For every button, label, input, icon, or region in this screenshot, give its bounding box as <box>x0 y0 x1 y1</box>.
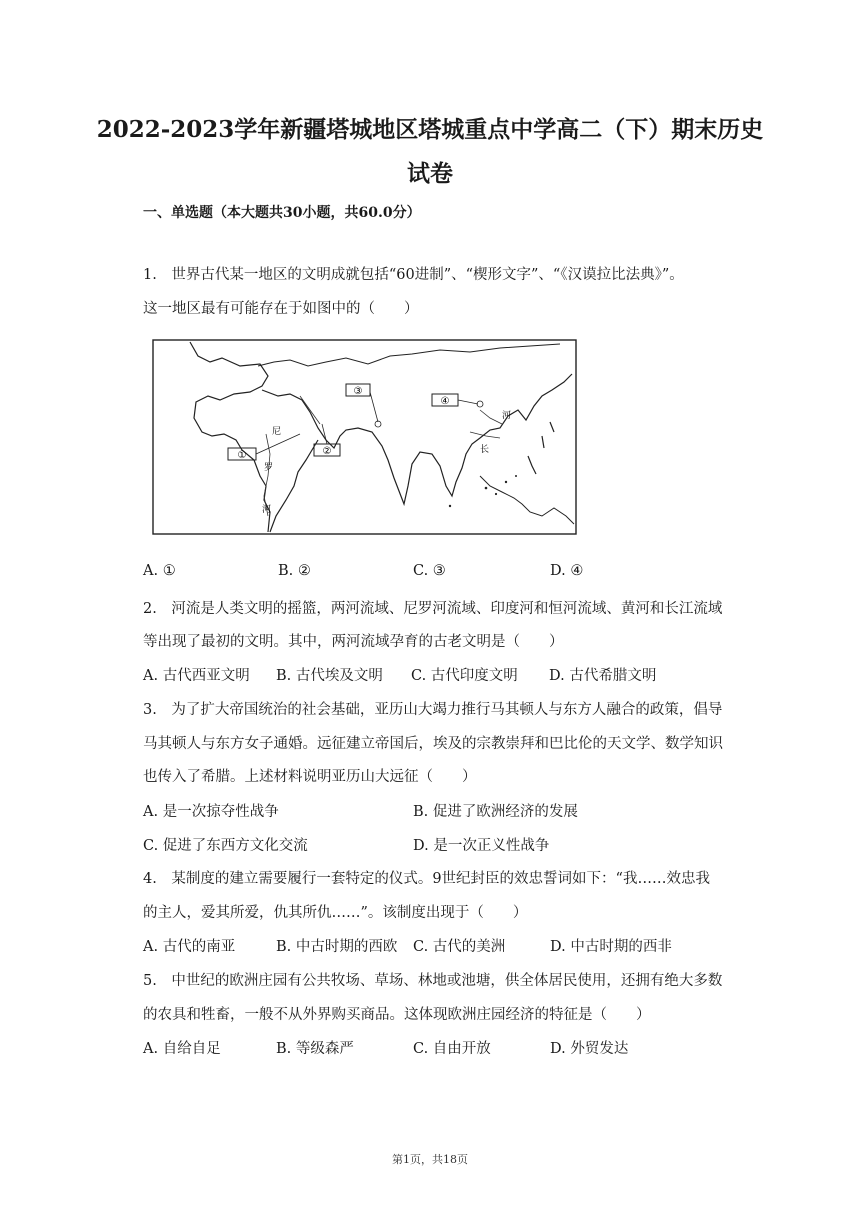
map-frame <box>153 340 576 534</box>
document-title-line1: 2022-2023学年新疆塔城地区塔城重点中学高二（下）期末历史 <box>96 116 764 143</box>
question-3-line-1: 3. 为了扩大帝国统治的社会基础，亚历山大竭力推行马其顿人与东方人融合的政策，倡导 <box>143 702 723 718</box>
map-label-4: ④ <box>440 396 450 407</box>
question-4-line-1: 4. 某制度的建立需要履行一套特定的仪式。9世纪封臣的效忠誓词如下：“我……效忠我 <box>143 871 710 887</box>
map-label-1: ① <box>237 450 247 461</box>
river-label-ni: 尼 <box>272 427 282 437</box>
question-5-option-a[interactable]: A. 自给自足 <box>143 1041 221 1057</box>
question-4-line-2: 的主人，爱其所爱，仇其所仇……”。该制度出现于（ ） <box>143 905 528 921</box>
africa-east-coast <box>270 440 318 532</box>
question-1-option-d[interactable]: D. ④ <box>550 563 584 579</box>
question-1-line-1: 1. 世界古代某一地区的文明成就包括“60进制”、“楔形文字”、“《汉谟拉比法典》”。 <box>143 267 684 283</box>
question-2-option-d[interactable]: D. 古代希腊文明 <box>549 668 657 684</box>
africa-west-coast <box>190 342 270 532</box>
question-4-option-b[interactable]: B. 中古时期的西欧 <box>276 939 398 955</box>
question-1-line-2: 这一地区最有可能存在于如图中的（ ） <box>143 301 419 317</box>
islands-southeast <box>480 476 574 524</box>
question-1-option-b[interactable]: B. ② <box>278 563 311 579</box>
question-3-line-3: 也传入了希腊。上述材料说明亚历山大远征（ ） <box>143 769 477 785</box>
map-label-3: ③ <box>353 386 363 397</box>
question-5-line-1: 5. 中世纪的欧洲庄园有公共牧场、草场、林地或池塘，供全体居民使用，还拥有绝大多数 <box>143 973 723 989</box>
question-3-option-d[interactable]: D. 是一次正义性战争 <box>413 838 550 854</box>
east-asia-islands <box>528 422 554 474</box>
question-5-option-d[interactable]: D. 外贸发达 <box>550 1041 629 1057</box>
question-2-line-2: 等出现了最初的文明。其中，两河流域孕育的古老文明是（ ） <box>143 634 564 650</box>
question-3-option-a[interactable]: A. 是一次掠夺性战争 <box>143 804 279 820</box>
question-1-option-a[interactable]: A. ① <box>143 563 176 579</box>
question-5-line-2: 的农具和牲畜，一般不从外界购买商品。这体现欧洲庄园经济的特征是（ ） <box>143 1007 651 1023</box>
question-5-option-b[interactable]: B. 等级森严 <box>276 1041 354 1057</box>
section-header: 一、单选题（本大题共30小题，共60.0分） <box>143 205 421 221</box>
river-label-chang: 长 <box>480 445 490 455</box>
question-3-option-c[interactable]: C. 促进了东西方文化交流 <box>143 838 308 854</box>
yellow-river <box>480 410 502 424</box>
question-1-option-c[interactable]: C. ③ <box>413 563 446 579</box>
question-4-option-a[interactable]: A. 古代的南亚 <box>143 939 236 955</box>
river-label-he-2: 河 <box>502 411 512 421</box>
nile-river <box>264 434 270 516</box>
question-4-option-c[interactable]: C. 古代的美洲 <box>413 939 506 955</box>
tigris-river <box>300 396 320 424</box>
river-label-he: 河 <box>262 505 272 515</box>
question-2-option-b[interactable]: B. 古代埃及文明 <box>276 668 383 684</box>
question-4-option-d[interactable]: D. 中古时期的西非 <box>550 939 672 955</box>
document-title-line2: 试卷 <box>407 160 453 187</box>
question-3-line-2: 马其顿人与东方女子通婚。远征建立帝国后，埃及的宗教崇拜和巴比伦的天文学、数学知识 <box>143 736 723 752</box>
question-2-option-a[interactable]: A. 古代西亚文明 <box>143 668 250 684</box>
yangtze-river <box>470 432 500 438</box>
map-label-2: ② <box>322 446 332 457</box>
question-2-line-1: 2. 河流是人类文明的摇篮，两河流域、尼罗河流域、印度河和恒河流域、黄河和长江流域 <box>143 601 723 617</box>
river-label-luo: 罗 <box>264 463 274 473</box>
page-footer: 第1页，共18页 <box>392 1153 468 1166</box>
asia-south-coast <box>262 374 572 504</box>
question-2-option-c[interactable]: C. 古代印度文明 <box>411 668 518 684</box>
northern-boundary <box>258 344 560 366</box>
world-map-figure <box>150 336 580 538</box>
question-5-option-c[interactable]: C. 自由开放 <box>413 1041 491 1057</box>
question-3-option-b[interactable]: B. 促进了欧洲经济的发展 <box>413 804 578 820</box>
